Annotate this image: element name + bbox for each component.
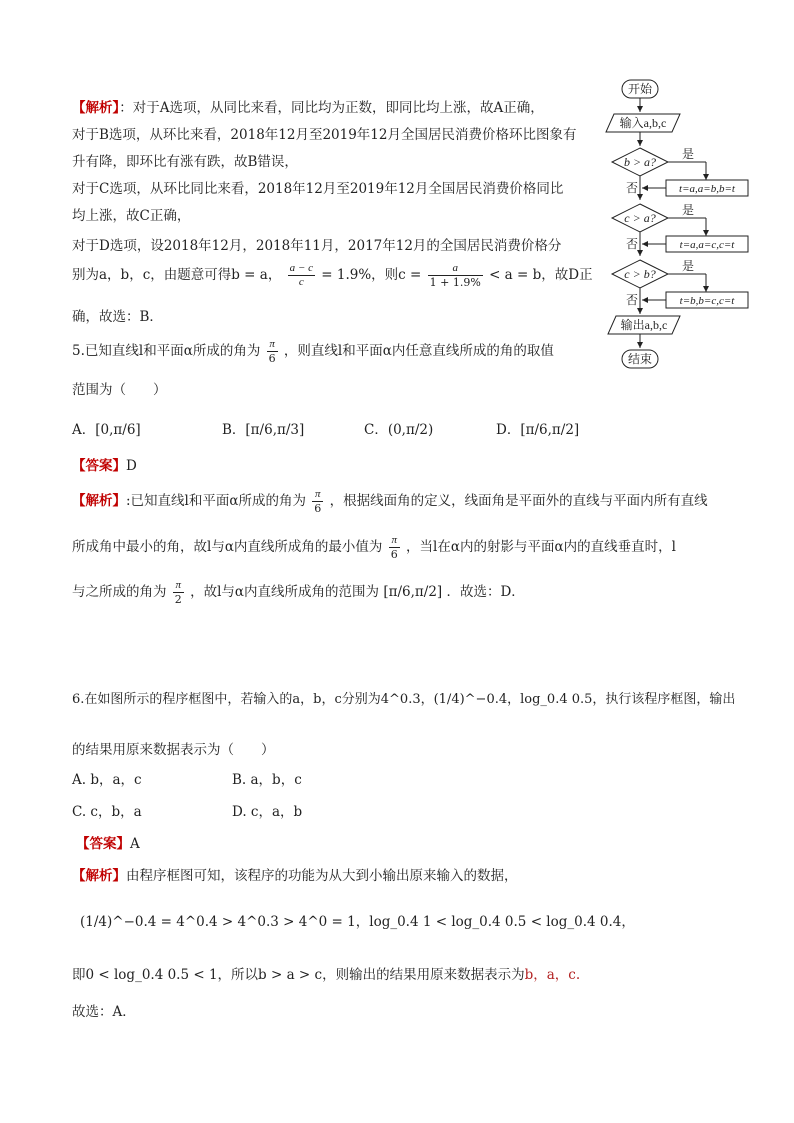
q5-option-c[interactable]: C．(0,π/2): [364, 422, 434, 438]
fraction: [389, 534, 400, 561]
flowchart-action-3-label: t=b,b=c,c=t: [679, 295, 735, 307]
q5-option-a[interactable]: A．[0,π/6]: [72, 422, 141, 438]
flowchart-no-3: 否: [626, 293, 639, 307]
flowchart-condition-1-label: b > a?: [623, 155, 657, 169]
text: ，则直线l和平面α内任意直线所成的角的取值: [283, 343, 554, 359]
flowchart-yes-2: 是: [682, 203, 695, 217]
flowchart-input-label: 输入a,b,c: [619, 116, 667, 130]
q6-option-b[interactable]: B. a，b，c: [232, 772, 302, 788]
q4-analysis-line-4: 对于C选项，从环比同比来看，2018年12月至2019年12月全国居民消费价格同比: [72, 181, 564, 197]
q4-analysis-line-3: 升有降，即环比有涨有跌，故B错误，: [72, 154, 298, 170]
numerator: π: [389, 534, 400, 548]
denominator: 1 + 1.9%: [429, 276, 481, 289]
numerator: π: [173, 579, 184, 593]
flowchart-start-label: 开始: [627, 82, 653, 96]
fraction: [288, 262, 315, 289]
text: ，当l在α内的射影与平面α内的直线垂直时，l: [406, 539, 676, 555]
analysis-tag: 【解析】: [72, 868, 126, 884]
denominator: 2: [174, 593, 182, 606]
denominator: 6: [314, 502, 322, 515]
q6-stem-line-1: 6.在如图所示的程序框图中，若输入的a，b，c分别为4^0.3，(1/4)^−0.4，log_0.4 0.5，执行该程序框图，输出: [72, 692, 736, 707]
q5-stem-line-1: [72, 338, 554, 365]
q6-analysis-line-3: [72, 963, 580, 983]
text: 别为a，b，c，由题意可得b = a，: [72, 267, 282, 283]
flowchart-condition-2-label: c > a?: [624, 211, 656, 225]
q4-analysis-line-6: 对于D选项，设2018年12月，2018年11月，2017年12月的全国居民消费价格分: [72, 238, 562, 254]
q6-analysis-line-2: (1/4)^−0.4 = 4^0.4 > 4^0.3 > 4^0 = 1，log_0.4 1 < log_0.4 0.5 < log_0.4 0.4，: [80, 914, 635, 930]
numerator: π: [312, 488, 323, 502]
q4-analysis-line-5: 均上涨，故C正确，: [72, 208, 191, 224]
denominator: 6: [390, 548, 398, 561]
flowchart-condition-3-label: c > b?: [624, 267, 656, 281]
q5-stem-line-2: 范围为（ ）: [72, 382, 167, 398]
q5-answer: [72, 454, 137, 474]
text: ，故l与α内直线所成角的范围为: [190, 584, 380, 600]
text: ．故选：D．: [446, 584, 525, 600]
text: 5.已知直线l和平面α所成的角为: [72, 343, 261, 359]
answer-tag: 【答案】: [72, 458, 126, 474]
analysis-tag: 【解析】: [72, 100, 120, 116]
flowchart-output-label: 输出a,b,c: [620, 318, 668, 332]
answer-value: D: [126, 458, 137, 474]
text: = 1.9%，则c =: [321, 267, 422, 283]
answer-tag: 【答案】: [76, 836, 130, 852]
q6-conclusion: 故选：A．: [72, 1004, 136, 1020]
q6-option-d[interactable]: D. c，a，b: [232, 804, 303, 820]
flowchart: [596, 74, 756, 374]
q6-analysis-line-1: [72, 864, 518, 884]
flowchart-action-2-label: t=a,a=c,c=t: [679, 239, 735, 251]
text: 与之所成的角为: [72, 584, 167, 600]
flowchart-action-1-label: t=a,a=b,b=t: [679, 183, 735, 195]
numerator: a − c: [289, 262, 313, 274]
flowchart-yes-3: 是: [682, 259, 695, 273]
flowchart-no-2: 否: [626, 237, 639, 251]
fraction: [173, 579, 184, 606]
q6-option-c[interactable]: C. c，b，a: [72, 804, 142, 820]
text: :已知直线l和平面α所成的角为: [126, 493, 306, 509]
q5-analysis-line-2: [72, 534, 676, 561]
flowchart-no-1: 否: [626, 181, 639, 195]
text: 即0 < log_0.4 0.5 < 1，所以b > a > c，则输出的结果用原来数据表示为: [72, 967, 525, 983]
q6-answer: [76, 832, 140, 852]
q4-analysis-line-1: [72, 96, 544, 116]
flowchart-yes-1: 是: [682, 147, 695, 161]
q4-analysis-line-8: 确，故选：B．: [72, 309, 163, 325]
q5-analysis-line-3: [72, 579, 525, 606]
q5-option-b[interactable]: B．[π/6,π/3]: [222, 422, 305, 438]
text: 所成角中最小的角，故l与α内直线所成角的最小值为: [72, 539, 383, 555]
result: b，a，c.: [524, 967, 581, 983]
q5-analysis-line-1: [72, 488, 708, 515]
fraction: [267, 338, 278, 365]
answer-value: A: [130, 836, 140, 852]
numerator: π: [267, 338, 278, 352]
numerator: a: [428, 262, 483, 276]
analysis-tag: 【解析】: [72, 493, 126, 509]
q4-analysis-line-7: [72, 262, 593, 289]
q4-analysis-line-2: 对于B选项，从环比来看，2018年12月至2019年12月全国居民消费价格环比图象有: [72, 127, 577, 143]
fraction: [312, 488, 323, 515]
denominator: c: [298, 276, 304, 288]
q5-option-d[interactable]: D．[π/6,π/2]: [496, 422, 580, 438]
fraction: [428, 262, 483, 289]
text: ，根据线面角的定义，线面角是平面外的直线与平面内所有直线: [329, 493, 708, 509]
text: < a = b，故D正: [489, 267, 593, 283]
flowchart-end-label: 结束: [627, 352, 653, 366]
text: 由程序框图可知，该程序的功能为从大到小输出原来输入的数据，: [126, 868, 518, 884]
q6-stem-line-2: 的结果用原来数据表示为（ ）: [72, 742, 275, 758]
analysis-text: ：对于A选项，从同比来看，同比均为正数，即同比均上涨，故A正确，: [119, 100, 544, 116]
range: [π/6,π/2]: [383, 584, 443, 600]
denominator: 6: [268, 352, 276, 365]
q6-option-a[interactable]: A. b，a，c: [72, 772, 142, 788]
